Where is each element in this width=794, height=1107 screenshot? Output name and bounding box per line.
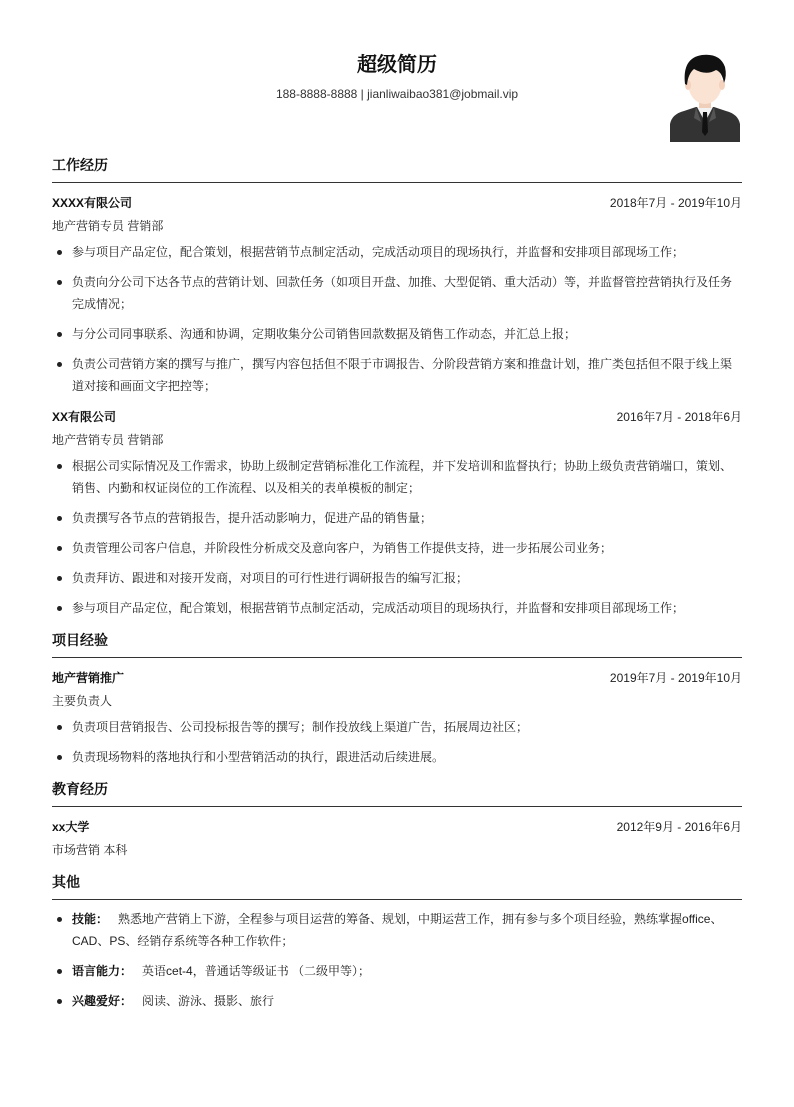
section-title: 教育经历 xyxy=(52,778,742,807)
list-item: 负责管理公司客户信息，并阶段性分析成交及意向客户，为销售工作提供支持，进一步拓展公司业务； xyxy=(52,537,742,559)
job-role: 地产营销专员 营销部 xyxy=(52,433,164,447)
item-label: 语言能力： xyxy=(72,964,133,978)
item-text: 熟悉地产营销上下游，全程参与项目运营的筹备、规划，中期运营工作，拥有参与多个项目经验，熟练掌握office、CAD、PS、经销存系统等各种工作软件； xyxy=(72,912,723,948)
bullet-list xyxy=(52,716,742,768)
entry-header xyxy=(52,666,742,690)
bullet-list xyxy=(52,241,742,397)
work-entry xyxy=(52,191,742,397)
project-role: 主要负责人 xyxy=(52,694,113,708)
date-range: 2012年9月 - 2016年6月 xyxy=(616,820,742,834)
date-range: 2018年7月 - 2019年10月 xyxy=(609,196,742,210)
education-section xyxy=(52,778,742,861)
list-item: 参与项目产品定位，配合策划，根据营销节点制定活动，完成活动项目的现场执行，并监督和安排项目部现场工作； xyxy=(52,597,742,619)
education-entry xyxy=(52,815,742,861)
item-label: 技能： xyxy=(72,912,109,926)
date-range: 2019年7月 - 2019年10月 xyxy=(609,671,742,685)
work-entry xyxy=(52,405,742,619)
bullet-list xyxy=(52,455,742,619)
list-item xyxy=(52,990,742,1012)
bullet-list xyxy=(52,908,742,1012)
work-experience-section xyxy=(52,154,742,619)
list-item: 负责向分公司下达各节点的营销计划、回款任务（如项目开盘、加推、大型促销、重大活动）等，并监督管控营销执行及任务完成情况； xyxy=(52,271,742,315)
entry-header xyxy=(52,191,742,215)
item-label: 兴趣爱好： xyxy=(72,994,133,1008)
school-name: xx大学 xyxy=(52,820,90,834)
list-item: 负责拜访、跟进和对接开发商，对项目的可行性进行调研报告的编写汇报； xyxy=(52,567,742,589)
entry-header xyxy=(52,405,742,429)
job-role: 地产营销专员 营销部 xyxy=(52,219,164,233)
other-section xyxy=(52,871,742,1012)
section-title: 工作经历 xyxy=(52,154,742,183)
list-item xyxy=(52,960,742,982)
avatar xyxy=(670,50,740,142)
project-name: 地产营销推广 xyxy=(52,671,125,685)
major-degree: 市场营销 本科 xyxy=(52,843,128,857)
project-experience-section xyxy=(52,629,742,768)
project-entry xyxy=(52,666,742,768)
candidate-name: 超级简历 xyxy=(357,54,437,76)
section-title: 其他 xyxy=(52,871,742,900)
person-avatar-icon xyxy=(670,50,740,142)
item-text: 英语cet-4，普通话等级证书 （二级甲等）； xyxy=(142,964,371,978)
list-item: 负责撰写各节点的营销报告，提升活动影响力，促进产品的销售量； xyxy=(52,507,742,529)
list-item xyxy=(52,908,742,952)
list-item: 根据公司实际情况及工作需求，协助上级制定营销标准化工作流程，并下发培训和监督执行；协助上级负责营销端口，策划、销售、内勤和权证岗位的工作流程、以及相关的表单模板的制定； xyxy=(52,455,742,499)
entry-header xyxy=(52,815,742,839)
list-item: 负责项目营销报告、公司投标报告等的撰写；制作投放线上渠道广告，拓展周边社区； xyxy=(52,716,742,738)
date-range: 2016年7月 - 2018年6月 xyxy=(616,410,742,424)
resume-content xyxy=(52,154,742,1022)
item-text: 阅读、游泳、摄影、旅行 xyxy=(142,994,275,1008)
list-item: 参与项目产品定位，配合策划，根据营销节点制定活动，完成活动项目的现场执行，并监督和安排项目部现场工作； xyxy=(52,241,742,263)
contact-info: 188-8888-8888 | jianliwaibao381@jobmail.vip xyxy=(275,87,519,101)
list-item: 负责公司营销方案的撰写与推广，撰写内容包括但不限于市调报告、分阶段营销方案和推盘计划，推广类包括但不限于线上渠道对接和画面文字把控等； xyxy=(52,353,742,397)
list-item: 与分公司同事联系、沟通和协调，定期收集分公司销售回款数据及销售工作动态，并汇总上报； xyxy=(52,323,742,345)
company-name: XXXX有限公司 xyxy=(52,196,133,210)
company-name: XX有限公司 xyxy=(52,410,117,424)
list-item: 负责现场物料的落地执行和小型营销活动的执行，跟进活动后续进展。 xyxy=(52,746,742,768)
section-title: 项目经验 xyxy=(52,629,742,658)
